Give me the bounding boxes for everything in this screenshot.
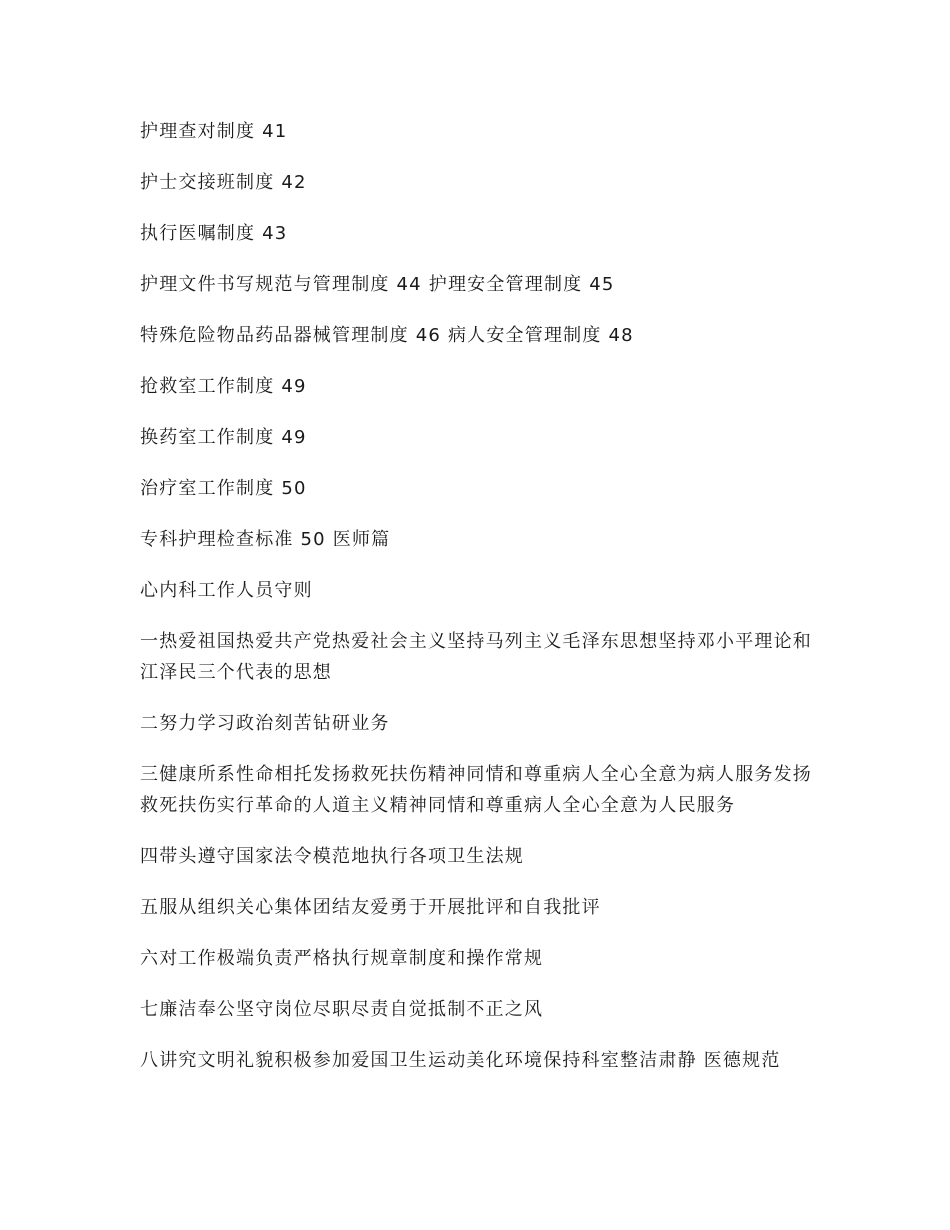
toc-entry-nursing-documents: 护理文件书写规范与管理制度 44 护理安全管理制度 45 [140, 274, 615, 295]
toc-entry-nursing-check: 护理查对制度 41 [140, 121, 288, 142]
rule-item-5: 五服从组织关心集体团结友爱勇于开展批评和自我批评 [140, 897, 601, 918]
rule-item-1: 一热爱祖国热爱共产党热爱社会主义坚持马列主义毛泽东思想坚持邓小平理论和江泽民三个代表的思想 [140, 631, 812, 683]
toc-entry-hazardous-items: 特殊危险物品药品器械管理制度 46 病人安全管理制度 48 [140, 325, 634, 346]
section-heading-staff-rules: 心内科工作人员守则 [140, 580, 313, 601]
rule-item-8: 八讲究文明礼貌积极参加爱国卫生运动美化环境保持科室整洁肃静 医德规范 [140, 1050, 781, 1071]
toc-entry-treatment-room: 治疗室工作制度 50 [140, 478, 307, 499]
rule-item-3: 三健康所系性命相托发扬救死扶伤精神同情和尊重病人全心全意为病人服务发扬救死扶伤实行革命的人道主义精神同情和尊重病人全心全意为人民服务 [140, 764, 812, 816]
rule-item-7: 七廉洁奉公坚守岗位尽职尽责自觉抵制不正之风 [140, 999, 544, 1020]
rule-item-2: 二努力学习政治刻苦钻研业务 [140, 713, 390, 734]
toc-entry-dressing-room: 换药室工作制度 49 [140, 427, 307, 448]
document-body [140, 116, 830, 1096]
toc-entry-nurse-handover: 护士交接班制度 42 [140, 172, 307, 193]
toc-entry-emergency-room: 抢救室工作制度 49 [140, 376, 307, 397]
toc-entry-doctor-orders: 执行医嘱制度 43 [140, 223, 288, 244]
rule-item-4: 四带头遵守国家法令模范地执行各项卫生法规 [140, 846, 524, 867]
toc-entry-specialty-nursing: 专科护理检查标准 50 医师篇 [140, 529, 391, 550]
rule-item-6: 六对工作极端负责严格执行规章制度和操作常规 [140, 948, 544, 969]
